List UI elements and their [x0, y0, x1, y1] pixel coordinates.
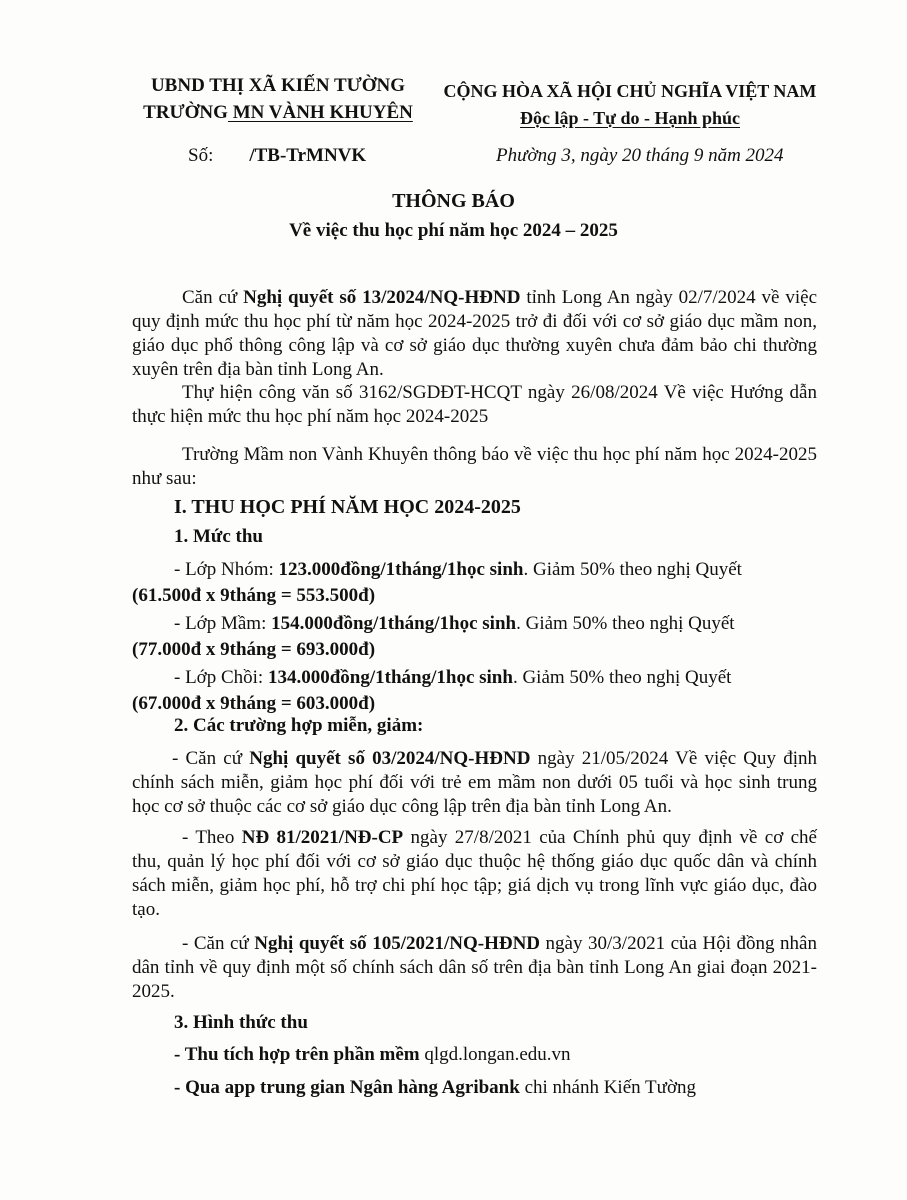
payment-method-label: - Qua app trung gian Ngân hàng Agribank [174, 1077, 520, 1098]
exemption-item [132, 932, 817, 1004]
national-motto-block [430, 78, 830, 132]
fee-amount: 134.000đồng/1tháng/1học sinh [267, 667, 513, 688]
intro-p1-rest: tỉnh Long An ngày 02/7/2024 về việc quy định mức thu học phí từ năm học 2024-2025 trở đi đối với cơ sở giáo dục mầm non, giáo dục phổ thông công lập và cơ sở giáo dục thường xuyên chưa đảm bảo chi thường xuyên trên địa bàn tỉnh Long An. [132, 287, 818, 380]
issuer-school-prefix: TRƯỜNG [143, 102, 228, 123]
payment-method-item [174, 1044, 571, 1066]
fee-amount: 154.000đồng/1tháng/1học sinh [271, 613, 517, 634]
document-number [188, 145, 366, 167]
issuer-block [108, 72, 448, 126]
subsection-methods-heading: 3. Hình thức thu [174, 1012, 308, 1033]
exemption-description: ngày 30/3/2021 của Hội đồng nhân dân tỉnh về quy định một số chính sách dân số trên địa bàn tỉnh Long An giai đoạn 2021-2025. [132, 933, 817, 1002]
fee-item [132, 611, 817, 663]
exemption-prefix: - Theo [182, 827, 242, 848]
national-motto: Độc lập - Tự do - Hạnh phúc [519, 108, 741, 128]
subsection-exemptions-heading: 2. Các trường hợp miễn, giảm: [174, 715, 424, 736]
payment-method-detail: chi nhánh Kiến Tường [519, 1077, 696, 1098]
fee-item [132, 557, 817, 609]
exemption-description: ngày 21/05/2024 Về việc Quy định chính sách miễn, giảm học phí đối với trẻ em mầm non dưới 05 tuổi và học sinh trung học cơ sở thuộc các cơ sở giáo dục công lập trên địa bàn tỉnh Long An. [132, 748, 817, 817]
exemption-reference: NĐ 81/2021/NĐ-CP [241, 827, 404, 848]
payment-method-item [174, 1077, 696, 1099]
fee-note: . Giảm 50% theo nghị Quyết [516, 613, 735, 634]
intro-p1-prefix: Căn cứ [182, 287, 244, 308]
national-name: CỘNG HÒA XÃ HỘI CHỦ NGHĨA VIỆT NAM [443, 81, 817, 101]
section-heading: I. THU HỌC PHÍ NĂM HỌC 2024-2025 [174, 496, 521, 518]
intro-paragraph-3: Trường Mầm non Vành Khuyên thông báo về việc thu học phí năm học 2024-2025 như sau: [132, 444, 817, 489]
document-number-value: /TB-TrMNVK [249, 145, 367, 166]
fee-calculation: (67.000đ x 9tháng = 603.000đ) [132, 693, 376, 714]
exemption-description: ngày 27/8/2021 của Chính phủ quy định về cơ chế thu, quản lý học phí đối với cơ sở giáo dục thuộc hệ thống giáo dục quốc dân và chính sách miễn, giảm học phí, hỗ trợ chi phí học tập; giá dịch vụ trong lĩnh vực giáo dục, đào tạo. [132, 827, 817, 920]
exemption-item [132, 826, 817, 922]
intro-paragraph-2: Thự hiện công văn số 3162/SGDĐT-HCQT ngày 26/08/2024 Về việc Hướng dẫn thực hiện mức thu học phí năm học 2024-2025 [132, 382, 817, 427]
fee-amount: 123.000đồng/1tháng/1học sinh [278, 559, 524, 580]
fee-class-label: - Lớp Nhóm: [174, 559, 279, 580]
fee-class-label: - Lớp Mầm: [174, 613, 272, 634]
fee-calculation: (61.500đ x 9tháng = 553.500đ) [132, 585, 376, 606]
issuer-school-name: MN VÀNH KHUYÊN [227, 102, 413, 123]
payment-method-detail: qlgd.longan.edu.vn [424, 1044, 571, 1065]
document-number-label: Số: [188, 145, 214, 166]
exemption-reference: Nghị quyết số 105/2021/NQ-HĐND [254, 933, 541, 954]
exemption-item [132, 747, 817, 819]
issuer-authority: UBND THỊ XÃ KIẾN TƯỜNG [150, 75, 406, 96]
intro-p1-bold: Nghị quyết số 13/2024/NQ-HĐND [243, 287, 521, 308]
payment-method-label: - Thu tích hợp trên phần mềm [174, 1044, 425, 1065]
fee-class-label: - Lớp Chồi: [174, 667, 268, 688]
title-subject: Về việc thu học phí năm học 2024 – 2025 [289, 220, 618, 241]
document-date: Phường 3, ngày 20 tháng 9 năm 2024 [496, 145, 784, 166]
issuer-school [108, 99, 448, 126]
intro-paragraph-1 [132, 286, 817, 382]
subsection-fees-heading: 1. Mức thu [174, 526, 263, 547]
fee-note: . Giảm 50% theo nghị Quyết [523, 559, 742, 580]
exemption-prefix: - Căn cứ [182, 933, 255, 954]
fee-item [132, 665, 817, 717]
document-title [0, 187, 907, 245]
title-type: THÔNG BÁO [392, 190, 515, 212]
fee-note: . Giảm 50% theo nghị Quyết [512, 667, 732, 688]
exemption-prefix: - Căn cứ [172, 748, 250, 769]
fee-calculation: (77.000đ x 9tháng = 693.000đ) [132, 639, 376, 660]
exemption-reference: Nghị quyết số 03/2024/NQ-HĐND [249, 748, 531, 769]
